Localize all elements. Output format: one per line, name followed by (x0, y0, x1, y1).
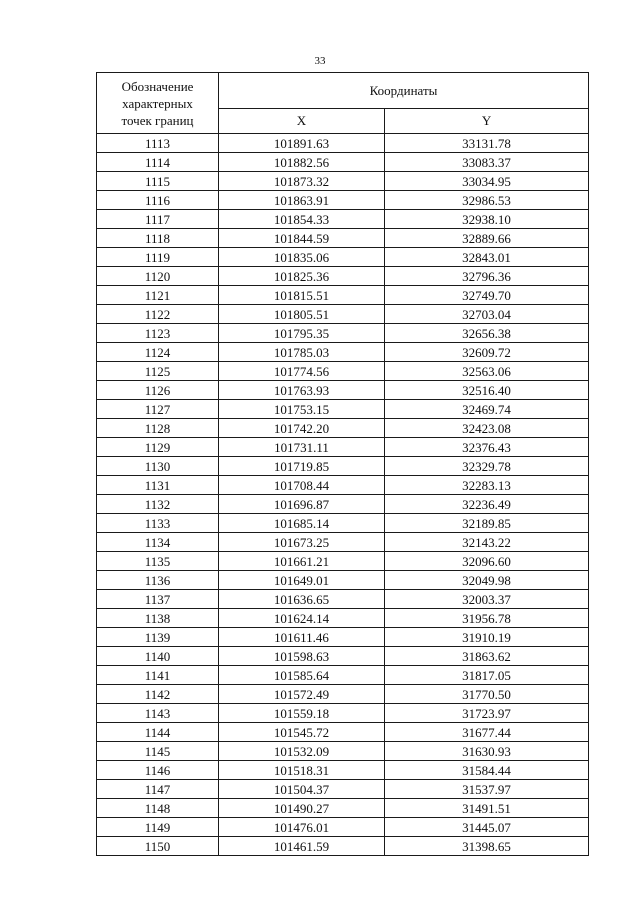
table-row (97, 704, 589, 723)
table-row (97, 723, 589, 742)
table-row (97, 134, 589, 153)
point-id-cell: 1143 (97, 704, 219, 723)
table-row (97, 818, 589, 837)
y-coordinate-cell: 31863.62 (385, 647, 589, 666)
table-row (97, 362, 589, 381)
y-coordinate-cell: 32986.53 (385, 191, 589, 210)
point-id-cell: 1124 (97, 343, 219, 362)
x-coordinate-cell: 101753.15 (219, 400, 385, 419)
table-row (97, 647, 589, 666)
table-row (97, 343, 589, 362)
y-coordinate-cell: 31723.97 (385, 704, 589, 723)
y-coordinate-cell: 32889.66 (385, 229, 589, 248)
table-row (97, 552, 589, 571)
x-coordinate-cell: 101545.72 (219, 723, 385, 742)
point-id-cell: 1130 (97, 457, 219, 476)
x-coordinate-cell: 101863.91 (219, 191, 385, 210)
table-row (97, 457, 589, 476)
point-id-cell: 1144 (97, 723, 219, 742)
point-id-cell: 1117 (97, 210, 219, 229)
table-row (97, 286, 589, 305)
y-coordinate-cell: 32189.85 (385, 514, 589, 533)
table-row (97, 248, 589, 267)
point-id-cell: 1121 (97, 286, 219, 305)
point-id-cell: 1114 (97, 153, 219, 172)
x-coordinate-cell: 101611.46 (219, 628, 385, 647)
point-id-cell: 1147 (97, 780, 219, 799)
point-id-cell: 1145 (97, 742, 219, 761)
table-row (97, 324, 589, 343)
table-row (97, 419, 589, 438)
point-id-cell: 1134 (97, 533, 219, 552)
point-label-header-line-3: точек границ (121, 112, 194, 128)
coordinates-group-header: Координаты (219, 73, 589, 109)
x-coordinate-cell: 101708.44 (219, 476, 385, 495)
table-row (97, 590, 589, 609)
y-coordinate-cell: 31817.05 (385, 666, 589, 685)
x-coordinate-cell: 101835.06 (219, 248, 385, 267)
y-coordinate-cell: 31398.65 (385, 837, 589, 856)
x-coordinate-cell: 101891.63 (219, 134, 385, 153)
table-row (97, 628, 589, 647)
x-coordinate-cell: 101844.59 (219, 229, 385, 248)
x-coordinate-cell: 101882.56 (219, 153, 385, 172)
y-coordinate-cell: 33131.78 (385, 134, 589, 153)
point-id-cell: 1142 (97, 685, 219, 704)
point-label-header-line-1: Обозначение (121, 78, 194, 94)
y-coordinate-cell: 32049.98 (385, 571, 589, 590)
x-coordinate-cell: 101763.93 (219, 381, 385, 400)
point-id-cell: 1136 (97, 571, 219, 590)
point-id-cell: 1139 (97, 628, 219, 647)
table-row (97, 514, 589, 533)
x-coordinate-cell: 101742.20 (219, 419, 385, 438)
x-coordinate-cell: 101572.49 (219, 685, 385, 704)
point-id-cell: 1141 (97, 666, 219, 685)
x-coordinate-cell: 101559.18 (219, 704, 385, 723)
y-coordinate-cell: 32283.13 (385, 476, 589, 495)
x-coordinate-cell: 101504.37 (219, 780, 385, 799)
y-coordinate-cell: 31491.51 (385, 799, 589, 818)
table-row (97, 761, 589, 780)
x-coordinate-cell: 101518.31 (219, 761, 385, 780)
x-coordinate-cell: 101795.35 (219, 324, 385, 343)
table-row (97, 742, 589, 761)
x-coordinate-cell: 101873.32 (219, 172, 385, 191)
x-coordinate-cell: 101815.51 (219, 286, 385, 305)
table-row (97, 571, 589, 590)
point-id-cell: 1138 (97, 609, 219, 628)
point-id-cell: 1148 (97, 799, 219, 818)
table-body (97, 134, 589, 856)
x-coordinate-cell: 101649.01 (219, 571, 385, 590)
y-coordinate-cell: 32096.60 (385, 552, 589, 571)
table-row (97, 305, 589, 324)
y-column-header: Y (385, 108, 589, 133)
y-coordinate-cell: 32003.37 (385, 590, 589, 609)
table-row (97, 153, 589, 172)
page-number: 33 (314, 55, 326, 67)
point-id-cell: 1119 (97, 248, 219, 267)
point-id-cell: 1126 (97, 381, 219, 400)
point-id-cell: 1150 (97, 837, 219, 856)
point-id-cell: 1122 (97, 305, 219, 324)
y-coordinate-cell: 32376.43 (385, 438, 589, 457)
y-coordinate-cell: 32236.49 (385, 495, 589, 514)
y-coordinate-cell: 31630.93 (385, 742, 589, 761)
table-row (97, 267, 589, 286)
point-id-cell: 1128 (97, 419, 219, 438)
point-label-header (97, 73, 219, 134)
x-coordinate-cell: 101696.87 (219, 495, 385, 514)
table-row (97, 837, 589, 856)
table-row (97, 533, 589, 552)
x-coordinate-cell: 101532.09 (219, 742, 385, 761)
x-coordinate-cell: 101854.33 (219, 210, 385, 229)
y-coordinate-cell: 32703.04 (385, 305, 589, 324)
x-coordinate-cell: 101825.36 (219, 267, 385, 286)
y-coordinate-cell: 32563.06 (385, 362, 589, 381)
x-coordinate-cell: 101490.27 (219, 799, 385, 818)
y-coordinate-cell: 32469.74 (385, 400, 589, 419)
y-coordinate-cell: 33034.95 (385, 172, 589, 191)
table-row (97, 191, 589, 210)
y-coordinate-cell: 31770.50 (385, 685, 589, 704)
point-id-cell: 1135 (97, 552, 219, 571)
point-id-cell: 1123 (97, 324, 219, 343)
y-coordinate-cell: 32938.10 (385, 210, 589, 229)
y-coordinate-cell: 32329.78 (385, 457, 589, 476)
x-coordinate-cell: 101785.03 (219, 343, 385, 362)
x-coordinate-cell: 101805.51 (219, 305, 385, 324)
point-id-cell: 1115 (97, 172, 219, 191)
y-coordinate-cell: 31677.44 (385, 723, 589, 742)
y-coordinate-cell: 31445.07 (385, 818, 589, 837)
point-id-cell: 1146 (97, 761, 219, 780)
y-coordinate-cell: 31584.44 (385, 761, 589, 780)
x-coordinate-cell: 101585.64 (219, 666, 385, 685)
point-id-cell: 1129 (97, 438, 219, 457)
x-coordinate-cell: 101636.65 (219, 590, 385, 609)
point-id-cell: 1132 (97, 495, 219, 514)
y-coordinate-cell: 32423.08 (385, 419, 589, 438)
y-coordinate-cell: 32656.38 (385, 324, 589, 343)
table-row (97, 666, 589, 685)
y-coordinate-cell: 31910.19 (385, 628, 589, 647)
x-coordinate-cell: 101774.56 (219, 362, 385, 381)
x-coordinate-cell: 101598.63 (219, 647, 385, 666)
point-label-header-line-2: характерных (122, 95, 193, 111)
table-row (97, 609, 589, 628)
table-row (97, 476, 589, 495)
point-id-cell: 1120 (97, 267, 219, 286)
table-row (97, 780, 589, 799)
table-row (97, 438, 589, 457)
point-id-cell: 1116 (97, 191, 219, 210)
table-row (97, 172, 589, 191)
x-coordinate-cell: 101731.11 (219, 438, 385, 457)
x-coordinate-cell: 101673.25 (219, 533, 385, 552)
y-coordinate-cell: 31537.97 (385, 780, 589, 799)
x-coordinate-cell: 101624.14 (219, 609, 385, 628)
table-row (97, 495, 589, 514)
y-coordinate-cell: 32796.36 (385, 267, 589, 286)
table-header (97, 73, 589, 134)
x-coordinate-cell: 101661.21 (219, 552, 385, 571)
y-coordinate-cell: 32749.70 (385, 286, 589, 305)
point-id-cell: 1118 (97, 229, 219, 248)
table-row (97, 210, 589, 229)
point-id-cell: 1131 (97, 476, 219, 495)
table-row (97, 400, 589, 419)
y-coordinate-cell: 32609.72 (385, 343, 589, 362)
table-row (97, 799, 589, 818)
y-coordinate-cell: 32143.22 (385, 533, 589, 552)
y-coordinate-cell: 32843.01 (385, 248, 589, 267)
point-id-cell: 1125 (97, 362, 219, 381)
point-id-cell: 1149 (97, 818, 219, 837)
y-coordinate-cell: 31956.78 (385, 609, 589, 628)
x-coordinate-cell: 101719.85 (219, 457, 385, 476)
point-id-cell: 1127 (97, 400, 219, 419)
x-coordinate-cell: 101476.01 (219, 818, 385, 837)
point-id-cell: 1140 (97, 647, 219, 666)
table-row (97, 685, 589, 704)
x-coordinate-cell: 101461.59 (219, 837, 385, 856)
table-row (97, 381, 589, 400)
x-column-header: X (219, 108, 385, 133)
point-id-cell: 1113 (97, 134, 219, 153)
table-row (97, 229, 589, 248)
point-id-cell: 1137 (97, 590, 219, 609)
y-coordinate-cell: 32516.40 (385, 381, 589, 400)
x-coordinate-cell: 101685.14 (219, 514, 385, 533)
coordinates-table (96, 72, 589, 856)
y-coordinate-cell: 33083.37 (385, 153, 589, 172)
point-id-cell: 1133 (97, 514, 219, 533)
